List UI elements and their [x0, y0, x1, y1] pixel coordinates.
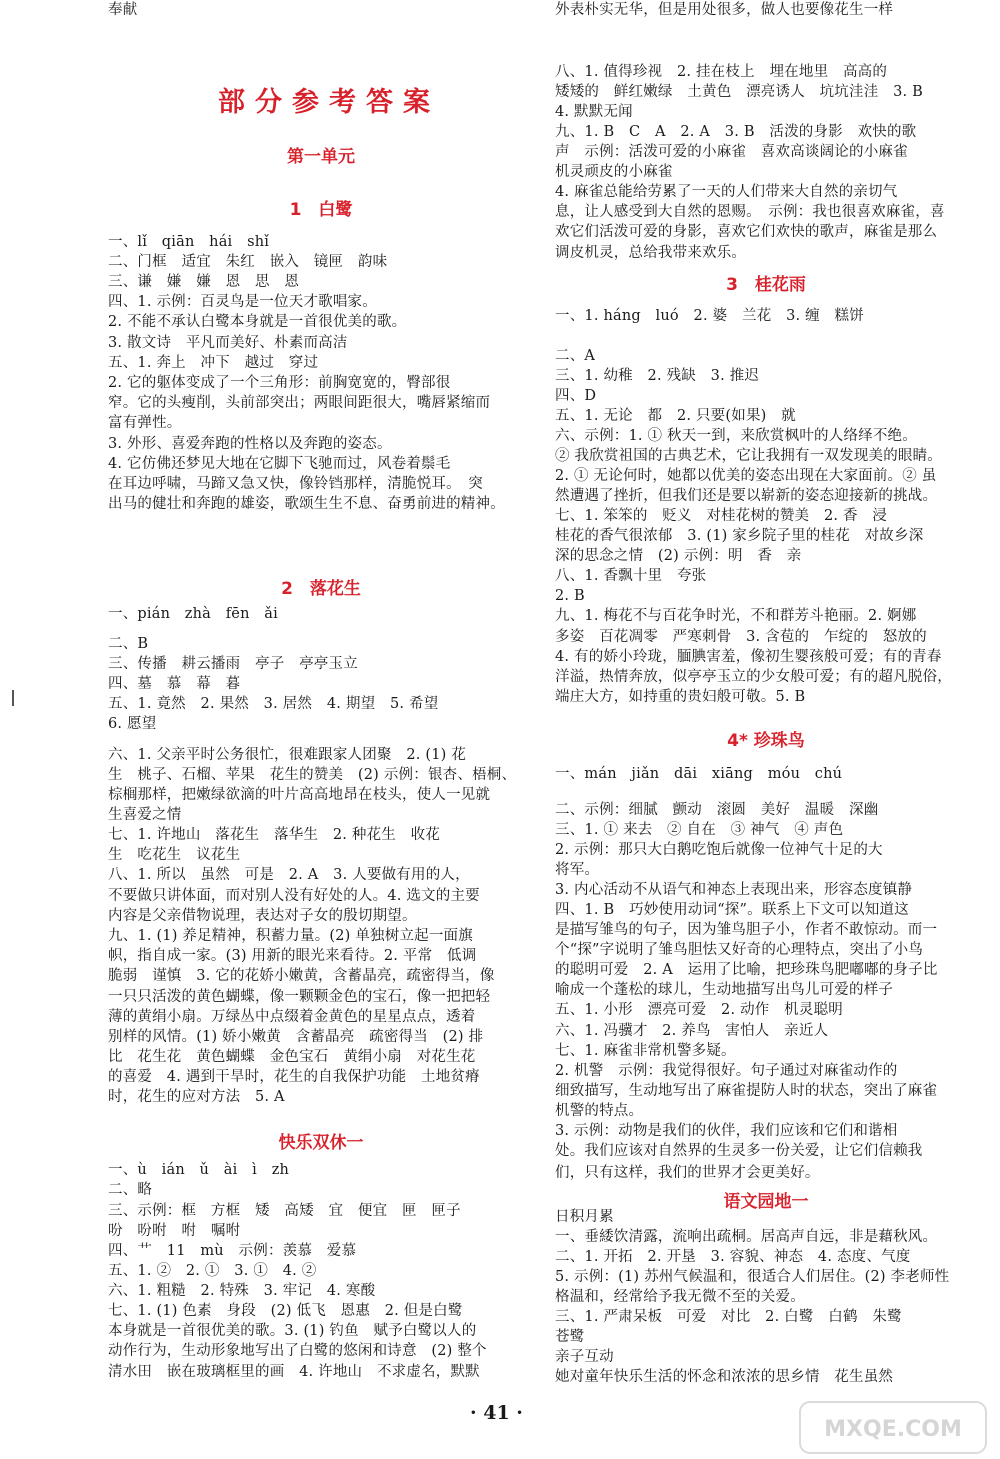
text-line: 出马的健壮和奔跑的雄姿，歌颂生生不息、奋勇前进的精神。 — [108, 496, 505, 512]
text-line: 4. 默默无闻 — [555, 104, 633, 120]
text-line: 五、1. ② 2. ① 3. ① 4. ② — [108, 1263, 317, 1279]
text-line: 6. 愿望 — [108, 716, 157, 732]
text-line: 三、1. 严肃呆板 可爱 对比 2. 白鹭 白鹤 朱鹭 — [555, 1309, 902, 1325]
page-title: 部分参考答案 — [218, 87, 440, 118]
text-line: 六、1. 父亲平时公务很忙，很难跟家人团聚 2. (1) 花 — [108, 747, 467, 763]
text-line: 五、1. 无论 都 2. 只要(如果) 就 — [555, 408, 796, 424]
text-line: 九、1. (1) 养足精神，积蓄力量。(2) 单独树立起一面旗 — [108, 928, 473, 944]
text-line: 喻成一个蓬松的球儿，生动地描写出鸟儿可爱的样子 — [555, 982, 894, 998]
text-line: 欢它们活泼可爱的身影，喜欢它们欢快的歌声，麻雀是那么 — [555, 224, 938, 240]
section-heading: 第一单元 — [287, 147, 355, 167]
text-line: 一、垂緌饮清露，流响出疏桐。居高声自远，非是藉秋风。 — [555, 1229, 938, 1245]
text-line: 比 花生花 黄色蝴蝶 金色宝石 黄绢小扇 对花生花 — [108, 1049, 476, 1065]
text-line: 五、1. 小形 漂亮可爱 2. 动作 机灵聪明 — [555, 1002, 843, 1018]
text-line: 内容是父亲借物说理，表达对子女的殷切期望。 — [108, 908, 417, 924]
text-line: 六、示例：1. ① 秋天一到，来欣赏枫叶的人络绎不绝。 — [555, 428, 917, 444]
text-line: 三、1. 幼稚 2. 残缺 3. 推迟 — [555, 368, 760, 384]
section-heading: 1 白鹭 — [289, 200, 353, 220]
text-line: 二、A — [555, 348, 596, 364]
text-line: 2. 它的躯体变成了一个三角形：前胸宽宽的，臀部很 — [108, 375, 451, 391]
text-line: 亲子互动 — [555, 1349, 614, 1365]
text-line: 二、B — [108, 636, 149, 652]
text-line: 八、1. 值得珍视 2. 挂在枝上 埋在地里 高高的 — [555, 64, 888, 80]
text-line: 个“探”字说明了雏鸟胆怯又好奇的心理特点，突出了小鸟 — [555, 942, 924, 958]
text-line: 七、1. 许地山 落花生 落华生 2. 种花生 收花 — [108, 827, 441, 843]
text-line: 多姿 百花凋零 严寒刺骨 3. 含苞的 乍绽的 怒放的 — [555, 629, 927, 645]
text-line: ② 我欣赏祖国的古典艺术，它让我拥有一双发现美的眼睛。 — [555, 448, 943, 464]
text-line: 四、墓 慕 幕 暮 — [108, 676, 241, 692]
text-line: 富有弹性。 — [108, 415, 182, 431]
text-line: 不要做只讲体面，而对别人没有好处的人。4. 选文的主要 — [108, 888, 480, 904]
text-line: 七、1. 笨笨的 贬义 对桂花树的赞美 2. 香 浸 — [555, 508, 888, 524]
text-line: 4. 有的娇小玲珑，腼腆害羞，像初生婴孩般可爱；有的青春 — [555, 649, 942, 665]
text-line: 们，只有这样，我们的世界才会更美好。 — [555, 1165, 820, 1181]
text-line: 调皮机灵，总给我带来欢乐。 — [555, 245, 747, 261]
text-line: 八、1. 香飘十里 夸张 — [555, 568, 707, 584]
text-line: 机灵顽皮的小麻雀 — [555, 164, 673, 180]
text-line: 三、谦 嫌 嫌 恩 思 恩 — [108, 274, 300, 290]
text-line: 4. 麻雀总能给劳累了一天的人们带来大自然的亲切气 — [555, 184, 898, 200]
text-line: 外表朴实无华，但是用处很多，做人也要像花生一样 — [555, 2, 894, 18]
text-line: 一、mán jiǎn dāi xiāng móu chú — [555, 766, 843, 782]
text-line: 洋溢，热情奔放，似亭亭玉立的少女般可爱；有的超凡脱俗， — [555, 669, 952, 685]
text-line: 别样的风情。(1) 娇小嫩黄 含蓄晶亮 疏密得当 (2) 排 — [108, 1029, 484, 1045]
text-line: 一、ù ián ǔ ài ì zh — [108, 1162, 290, 1178]
text-line: 九、1. 梅花不与百花争时光，不和群芳斗艳丽。2. 婀娜 — [555, 608, 917, 624]
text-line: 二、示例：细腻 颤动 滚圆 美好 温暖 深幽 — [555, 802, 879, 818]
text-line: 二、1. 开拓 2. 开垦 3. 容貌、神态 4. 态度、气度 — [555, 1249, 911, 1265]
text-line: 棕榈那样，把嫩绿欲滴的叶片高高地昂在枝头，使人一见就 — [108, 787, 491, 803]
text-line: 苍鹭 — [555, 1329, 585, 1345]
text-line: 脆弱 谨慎 3. 它的花娇小嫩黄，含蓄晶亮，疏密得当，像 — [108, 968, 495, 984]
text-line: 七、1. 麻雀非常机警多疑。 — [555, 1043, 736, 1059]
section-heading: 4* 珍珠鸟 — [727, 731, 805, 751]
section-heading: 2 落花生 — [281, 579, 361, 599]
text-line: 时，花生的应对方法 5. A — [108, 1089, 285, 1105]
margin-mark — [12, 690, 14, 706]
text-line: 矮矮的 鲜红嫩绿 土黄色 漂亮诱人 坑坑洼洼 3. B — [555, 84, 923, 100]
section-heading: 3 桂花雨 — [726, 275, 806, 295]
text-line: 生喜爱之情 — [108, 807, 182, 823]
text-line: 是描写雏鸟的句子，因为雏鸟胆子小，作者不敢惊动。而一 — [555, 922, 938, 938]
text-line: 六、1. 冯骥才 2. 养鸟 害怕人 亲近人 — [555, 1023, 829, 1039]
text-line: 生 吃花生 议花生 — [108, 847, 241, 863]
text-line: 5. 示例：(1) 苏州气候温和，很适合人们居住。(2) 李老师性 — [555, 1269, 950, 1285]
text-line: 机警的特点。 — [555, 1103, 644, 1119]
text-line: 然遭遇了挫折，但我们还是要以崭新的姿态迎接新的挑战。 — [555, 488, 938, 504]
text-line: 五、1. 奔上 冲下 越过 穿过 — [108, 355, 319, 371]
text-line: 3. 散文诗 平凡而美好、朴素而高洁 — [108, 335, 348, 351]
text-line: 一、1. háng luó 2. 婆 兰花 3. 缠 糕饼 — [555, 308, 864, 324]
text-line: 一、lǐ qiān hái shǐ — [108, 234, 270, 250]
text-line: 六、1. 粗糙 2. 特殊 3. 牢记 4. 寒酸 — [108, 1283, 376, 1299]
text-line: 4. 它仿佛还梦见大地在它脚下飞驰而过，风卷着鬃毛 — [108, 456, 451, 472]
text-line: 四、D — [555, 388, 597, 404]
text-line: 3. 外形、喜爱奔跑的性格以及奔跑的姿态。 — [108, 436, 392, 452]
text-line: 八、1. 所以 虽然 可是 2. A 3. 人要做有用的人， — [108, 867, 470, 883]
svg-text:MXQE.COM: MXQE.COM — [824, 1417, 962, 1442]
text-line: 九、1. B C A 2. A 3. B 活泼的身影 欢快的歌 — [555, 124, 917, 140]
text-line: 动作行为，生动形象地写出了白鹭的悠闲和诗意 (2) 整个 — [108, 1343, 487, 1359]
text-line: 2. 不能不承认白鹭本身就是一首很优美的歌。 — [108, 314, 407, 330]
text-line: 七、1. (1) 色素 身段 (2) 低飞 恩惠 2. 但是白鹭 — [108, 1303, 463, 1319]
text-line: 声 示例：活泼可爱的小麻雀 喜欢高谈阔论的小麻雀 — [555, 144, 908, 160]
text-line: 奉献 — [108, 2, 138, 18]
section-heading: 语文园地一 — [723, 1192, 809, 1212]
text-line: 桂花的香气很浓郁 3. (1) 家乡院子里的桂花 对故乡深 — [555, 528, 924, 544]
text-line: 一只只活泼的黄色蝴蝶，像一颗颗金色的宝石，像一把把轻 — [108, 989, 491, 1005]
text-line: 生 桃子、石榴、苹果 花生的赞美 (2) 示例：银杏、梧桐、 — [108, 767, 517, 783]
text-line: 四、艹 11 mù 示例：羡慕 爱慕 — [108, 1243, 357, 1259]
text-line: 四、1. B 巧妙使用动词“探”。联系上下文可以知道这 — [555, 902, 909, 918]
text-line: 处。我们应该对自然界的生灵多一份关爱，让它们信赖我 — [555, 1143, 923, 1159]
text-line: 2. 示例：那只大白鹅吃饱后就像一位神气十足的大 — [555, 842, 883, 858]
text-line: 帜，指自成一家。(3) 用新的眼光来看待。2. 平常 低调 — [108, 948, 477, 964]
text-line: 日积月累 — [555, 1209, 614, 1225]
text-line: 她对童年快乐生活的怀念和浓浓的思乡情 花生虽然 — [555, 1369, 894, 1385]
text-line: 窄。它的头瘦削，头前部突出；两眼间距很大，嘴唇紧缩而 — [108, 395, 491, 411]
text-line: 3. 示例：动物是我们的伙伴，我们应该和它们和谐相 — [555, 1123, 898, 1139]
text-line: 二、门框 适宜 朱红 嵌入 镜匣 韵味 — [108, 254, 388, 270]
text-line: 薄的黄绢小扇。万绿丛中点缀着金黄色的星星点点，透着 — [108, 1009, 476, 1025]
watermark-logo — [798, 1400, 988, 1455]
text-line: 五、1. 竟然 2. 果然 3. 居然 4. 期望 5. 希望 — [108, 696, 439, 712]
text-line: 深的思念之情 (2) 示例：明 香 亲 — [555, 548, 802, 564]
text-line: 二、略 — [108, 1182, 153, 1198]
text-line: 2. 机警 示例：我觉得很好。句子通过对麻雀动作的 — [555, 1063, 898, 1079]
text-line: 格温和，经常给予我无微不至的关爱。 — [555, 1289, 805, 1305]
text-line: 三、示例：框 方框 矮 高矮 宜 便宜 匣 匣子 — [108, 1203, 461, 1219]
text-line: 端庄大方，如持重的贵妇般可敬。5. B — [555, 689, 806, 705]
section-heading: 快乐双休一 — [278, 1133, 364, 1153]
page-number: · 41 · — [470, 1402, 523, 1424]
text-line: 将军。 — [555, 862, 600, 878]
text-line: 四、1. 示例：百灵鸟是一位天才歌唱家。 — [108, 294, 377, 310]
text-line: 在耳边呼啸，马蹄又急又快，像铃铛那样，清脆悦耳。 突 — [108, 476, 483, 492]
text-line: 2. ① 无论何时，她都以优美的姿态出现在大家面前。② 虽 — [555, 468, 937, 484]
text-line: 清水田 嵌在玻璃框里的画 4. 许地山 不求虚名，默默 — [108, 1364, 480, 1380]
text-line: 三、1. ① 来去 ② 自在 ③ 神气 ④ 声色 — [555, 822, 844, 838]
text-line: 吩 吩咐 咐 嘱咐 — [108, 1223, 241, 1239]
text-line: 2. B — [555, 588, 585, 604]
text-line: 息，让人感受到大自然的恩赐。 示例：我也很喜欢麻雀，喜 — [555, 204, 945, 220]
text-line: 的喜爱 4. 遇到干旱时，花生的自我保护功能 土地贫瘠 — [108, 1069, 480, 1085]
text-line: 3. 内心活动不从语气和神态上表现出来，形容态度镇静 — [555, 882, 913, 898]
text-line: 的聪明可爱 2. A 运用了比喻，把珍珠鸟肥嘟嘟的身子比 — [555, 962, 938, 978]
text-line: 三、传播 耕云播雨 亭子 亭亭玉立 — [108, 656, 358, 672]
text-line: 细致描写，生动地写出了麻雀提防人时的状态，突出了麻雀 — [555, 1083, 938, 1099]
text-line: 一、pián zhà fēn ǎi — [108, 606, 278, 622]
text-line: 本身就是一首很优美的歌。3. (1) 钓鱼 赋予白鹭以人的 — [108, 1323, 477, 1339]
